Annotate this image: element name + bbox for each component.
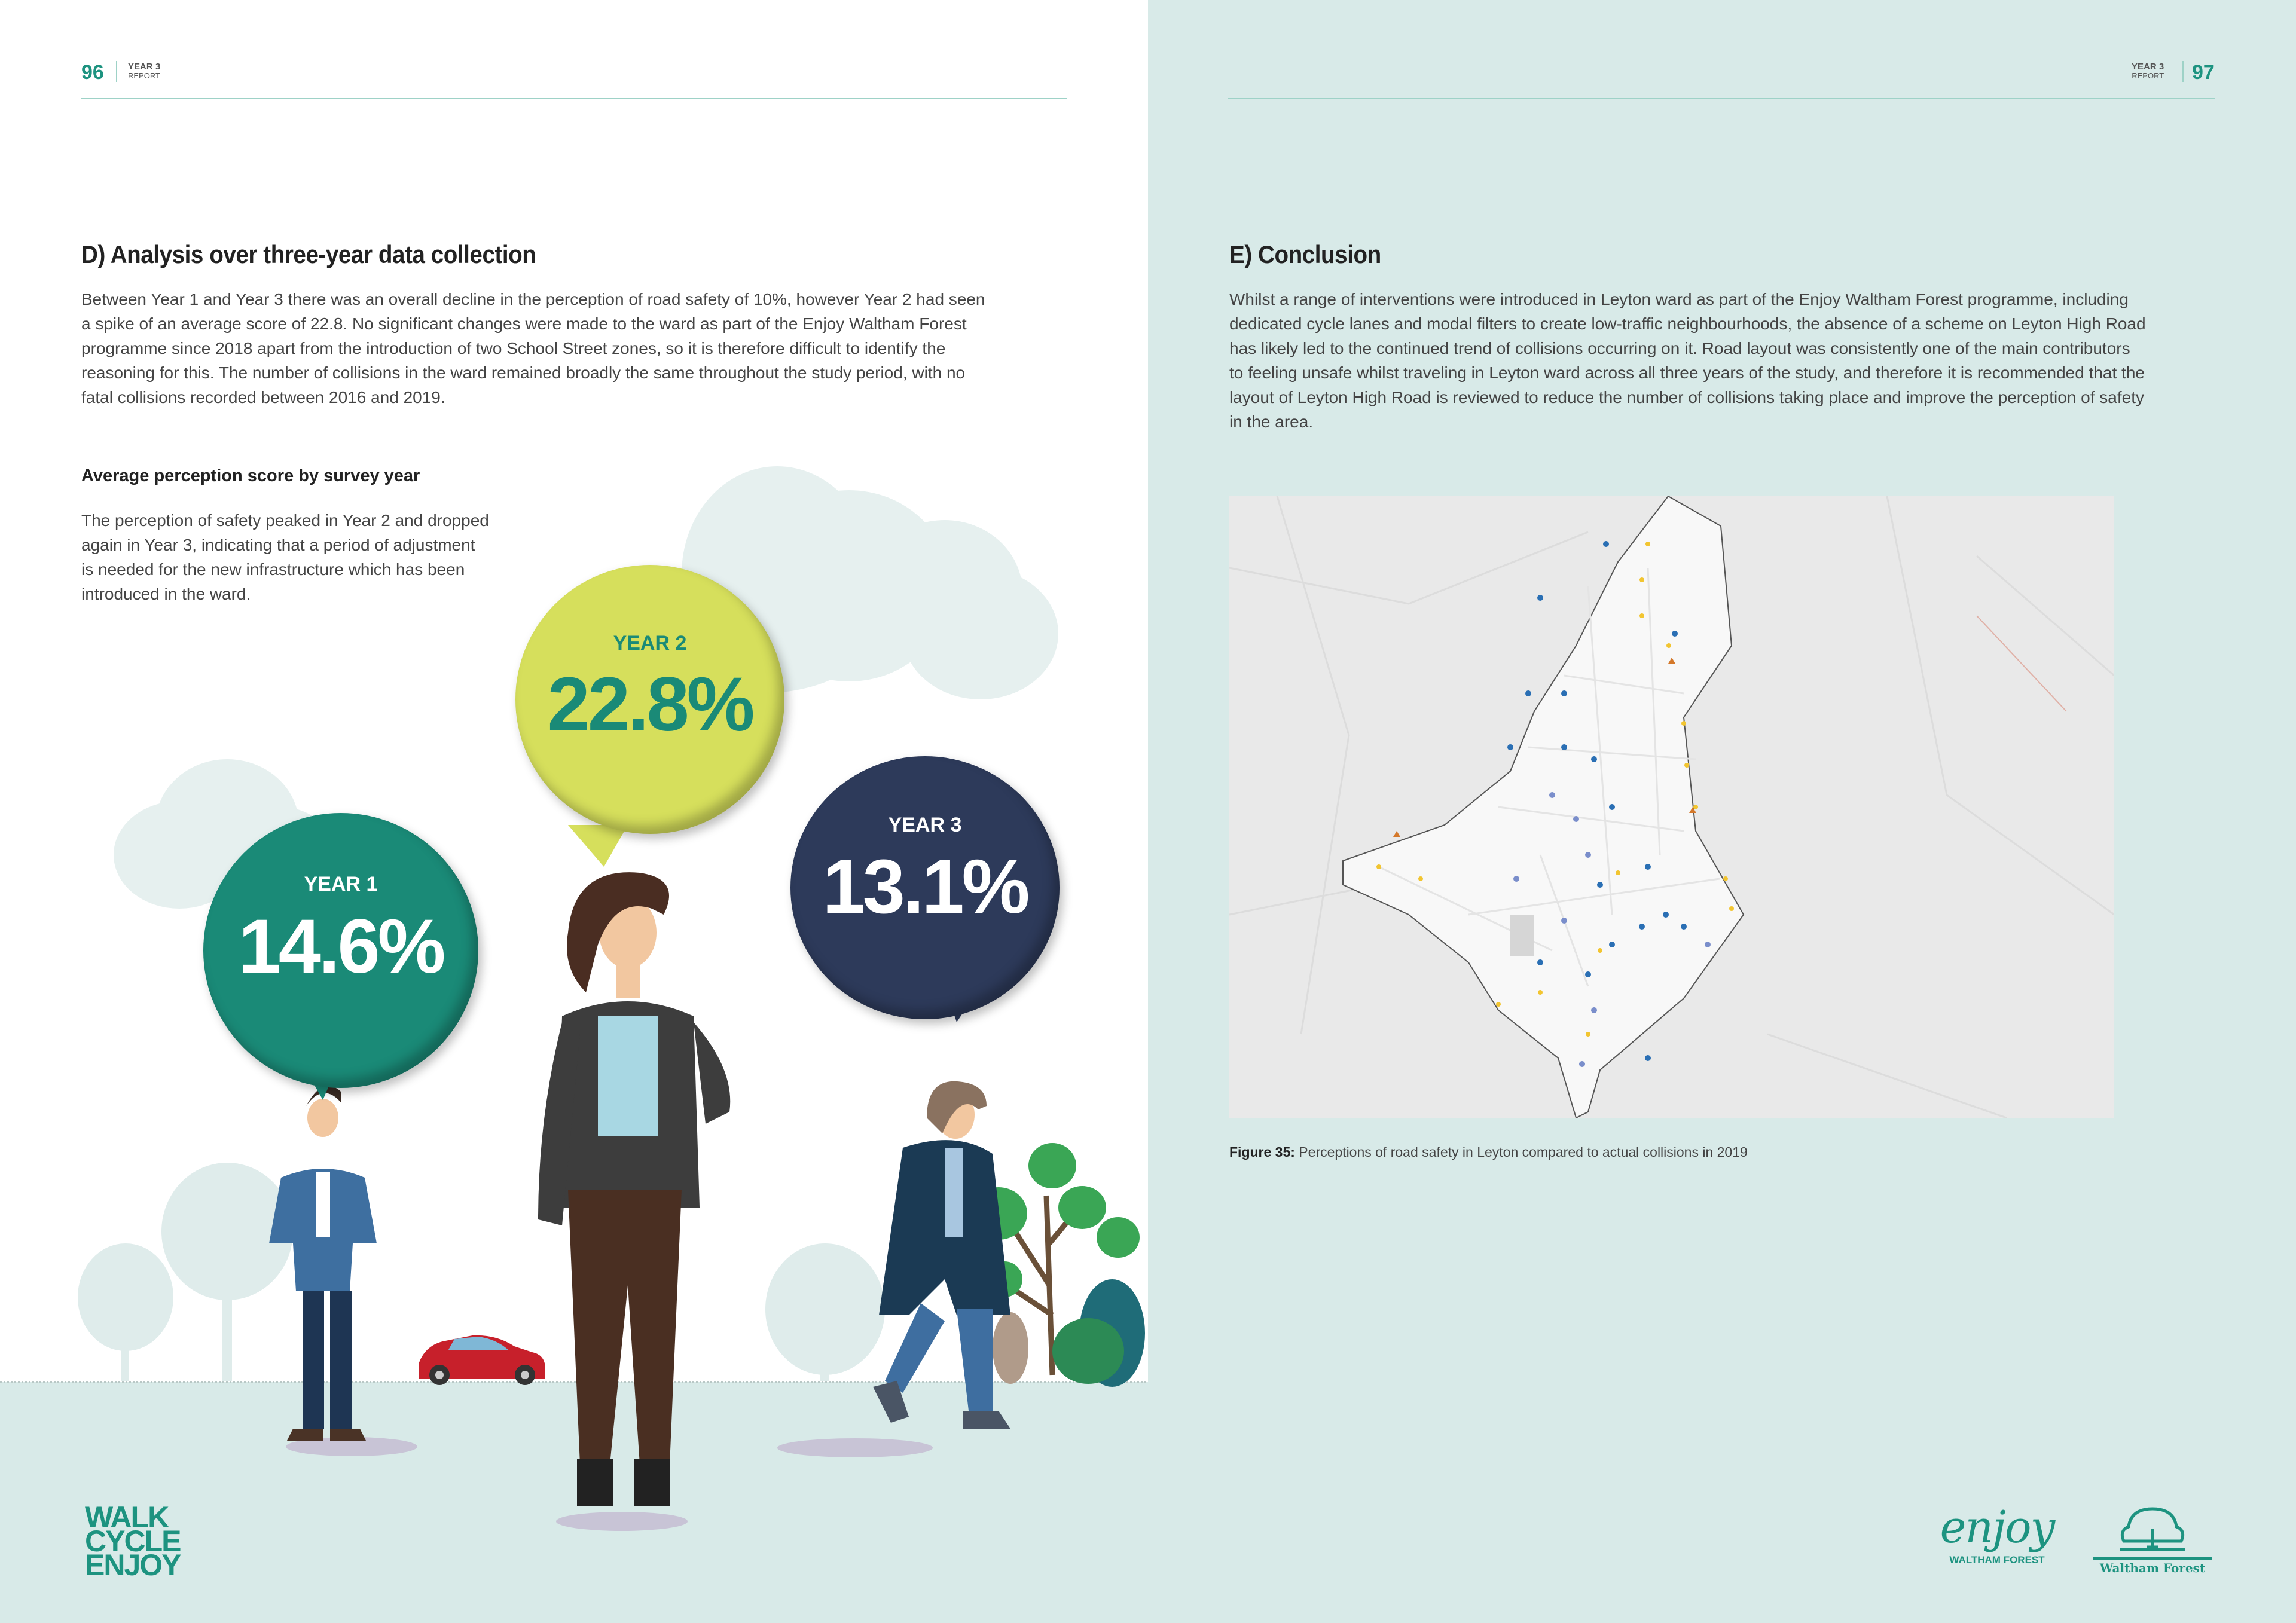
- section-title: E) Conclusion: [1229, 240, 1381, 268]
- walk-cycle-enjoy-logo: [85, 1500, 181, 1582]
- header-divider: [2182, 61, 2184, 82]
- bubble-value: 22.8%: [547, 662, 753, 747]
- header-report: REPORT: [128, 71, 160, 80]
- body-line: a spike of an average score of 22.8. No significant changes were made to the ward as part of the Enjoy Waltham Forest: [81, 314, 967, 333]
- body-line: layout of Leyton High Road is reviewed to reduce the number of collisions taking place and improve the perception of safety: [1229, 388, 2144, 406]
- figure-label: Figure 35:: [1229, 1144, 1295, 1160]
- header-rule: [1228, 98, 2215, 99]
- enjoy-logo-text: enjoy: [1940, 1502, 2054, 1553]
- bubble-year-label: YEAR 1: [304, 873, 378, 895]
- header-year: YEAR 3: [2132, 62, 2164, 72]
- bubble-year-label: YEAR 2: [613, 632, 687, 655]
- body-line: The perception of safety peaked in Year 2 and dropped: [81, 511, 489, 530]
- body-line: again in Year 3, indicating that a period of adjustment: [81, 536, 475, 554]
- header-label: [2132, 62, 2164, 80]
- bubble-value: 13.1%: [822, 844, 1028, 930]
- body-line: programme since 2018 apart from the introduction of two School Street zones, so it is therefore difficult to identify the: [81, 339, 946, 357]
- brand-line: WALK: [85, 1500, 169, 1534]
- subheading: Average perception score by survey year: [81, 466, 420, 485]
- page-number: 97: [2192, 61, 2215, 84]
- person-icon: [873, 1081, 1010, 1429]
- body-line: reasoning for this. The number of collisions in the ward remained broadly the same throughout the study period, with no: [81, 363, 966, 382]
- body-line: has likely led to the continued trend of collisions occurring on it. Road layout was consistently one of the main contributors: [1229, 339, 2130, 357]
- waltham-forest-logo: [2093, 1505, 2212, 1575]
- enjoy-logo-sub: WALTHAM FOREST: [1949, 1554, 2045, 1566]
- page-number: 96: [81, 61, 104, 84]
- figure-caption-text: Perceptions of road safety in Leyton compared to actual collisions in 2019: [1294, 1144, 1748, 1160]
- brand-line: ENJOY: [85, 1548, 181, 1582]
- section-title: D) Analysis over three-year data collection: [81, 240, 536, 268]
- waltham-forest-logo-text: Waltham Forest: [2093, 1557, 2212, 1575]
- body-line: is needed for the new infrastructure which has been: [81, 560, 465, 579]
- header-report: REPORT: [2132, 71, 2164, 80]
- car-icon: [419, 1335, 545, 1385]
- leyton-map: [1229, 496, 2114, 1118]
- bubble-year-label: YEAR 3: [888, 814, 962, 836]
- brand-line: CYCLE: [85, 1524, 181, 1558]
- body-line: Whilst a range of interventions were introduced in Leyton ward as part of the Enjoy Waltham Forest programme, including: [1229, 290, 2129, 308]
- body-line: fatal collisions recorded between 2016 and 2019.: [81, 388, 445, 406]
- right-page: [1148, 0, 2296, 1623]
- body-line: in the area.: [1229, 412, 1314, 431]
- tree-icon: [2117, 1505, 2188, 1554]
- body-line: Between Year 1 and Year 3 there was an overall decline in the perception of road safety of 10%, however Year 2 had seen: [81, 290, 985, 308]
- header-year: YEAR 3: [128, 62, 161, 72]
- body-line: dedicated cycle lanes and modal filters to create low-traffic neighbourhoods, the absence of a scheme on Leyton High Road: [1229, 314, 2146, 333]
- section-body: [1229, 287, 2222, 434]
- figure-caption: [1229, 1144, 1748, 1160]
- bubble-value: 14.6%: [238, 904, 444, 989]
- body-line: to feeling unsafe whilst traveling in Leyton ward across all three years of the study, and therefore it is recommended that the: [1229, 363, 2145, 382]
- enjoy-logo: [1925, 1502, 2069, 1566]
- body-line: introduced in the ward.: [81, 585, 251, 603]
